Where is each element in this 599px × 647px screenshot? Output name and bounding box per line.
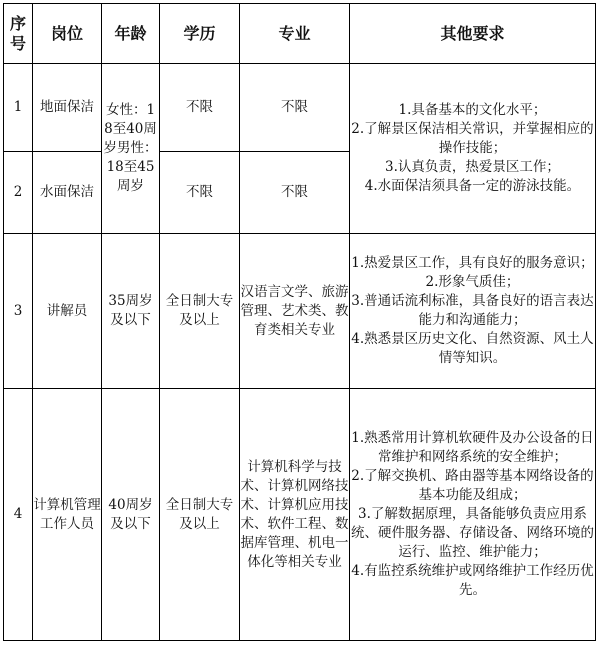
requirement-item: 4.熟悉景区历史文化、自然资源、风土人情等知识。 bbox=[351, 331, 594, 366]
cell-education: 全日制大专及以上 bbox=[160, 234, 240, 389]
cell-major: 不限 bbox=[240, 152, 350, 234]
table-row bbox=[4, 389, 596, 641]
cell-requirements bbox=[350, 234, 596, 389]
header-position: 岗位 bbox=[33, 4, 102, 64]
cell-seq: 1 bbox=[4, 64, 33, 152]
header-major: 专业 bbox=[240, 4, 350, 64]
age-female: 女性：18至40周岁 bbox=[103, 102, 157, 156]
table-row bbox=[4, 64, 596, 152]
cell-age: 35周岁及以下 bbox=[102, 234, 160, 389]
requirement-item: 3.普通话流利标准，具备良好的语言表达能力和沟通能力； bbox=[351, 293, 594, 328]
cell-requirements bbox=[350, 389, 596, 641]
cell-position: 水面保洁 bbox=[33, 152, 102, 234]
requirement-item: 4.有监控系统维护或网络维护工作经历优先。 bbox=[351, 563, 594, 598]
header-seq: 序号 bbox=[4, 4, 33, 64]
cell-education: 不限 bbox=[160, 152, 240, 234]
requirement-item: 3.了解数据原理，具备能够负责应用系统、硬件服务器、存储设备、网络环境的运行、监控、维护能力； bbox=[351, 506, 594, 560]
header-other-requirements: 其他要求 bbox=[350, 4, 596, 64]
cell-position: 计算机管理工作人员 bbox=[33, 389, 102, 641]
cell-requirements-cleaning bbox=[350, 64, 596, 234]
requirement-item: 2.了解交换机、路由器等基本网络设备的基本功能及组成； bbox=[351, 468, 594, 503]
cell-age: 40周岁及以下 bbox=[102, 389, 160, 641]
requirement-item: 4.水面保洁须具备一定的游泳技能。 bbox=[364, 178, 581, 194]
header-row bbox=[4, 4, 596, 64]
cell-seq: 2 bbox=[4, 152, 33, 234]
cell-seq: 4 bbox=[4, 389, 33, 641]
cell-major: 计算机科学与技术、计算机网络技术、计算机应用技术、软件工程、数据库管理、机电一体化等相关专业 bbox=[240, 389, 350, 641]
table-row bbox=[4, 234, 596, 389]
cell-seq: 3 bbox=[4, 234, 33, 389]
requirement-item: 1.具备基本的文化水平； bbox=[398, 102, 547, 118]
header-age: 年龄 bbox=[102, 4, 160, 64]
header-education: 学历 bbox=[160, 4, 240, 64]
recruitment-table bbox=[3, 3, 596, 641]
cell-position: 地面保洁 bbox=[33, 64, 102, 152]
cell-position: 讲解员 bbox=[33, 234, 102, 389]
cell-education: 不限 bbox=[160, 64, 240, 152]
cell-major: 汉语言文学、旅游管理、艺术类、教育类相关专业 bbox=[240, 234, 350, 389]
cell-education: 全日制大专及以上 bbox=[160, 389, 240, 641]
age-male: 男性：18至45周岁 bbox=[106, 140, 158, 194]
requirement-item: 1.热爱景区工作，具有良好的服务意识； bbox=[351, 255, 594, 271]
cell-age-cleaning bbox=[102, 64, 160, 234]
requirement-item: 3.认真负责，热爱景区工作； bbox=[385, 159, 560, 175]
requirement-item: 2.形象气质佳； bbox=[425, 274, 520, 290]
requirement-item: 1.熟悉常用计算机软硬件及办公设备的日常维护和网络系统的安全维护； bbox=[351, 430, 594, 465]
cell-major: 不限 bbox=[240, 64, 350, 152]
requirement-item: 2.了解景区保洁相关常识，并掌握相应的操作技能； bbox=[351, 121, 594, 156]
